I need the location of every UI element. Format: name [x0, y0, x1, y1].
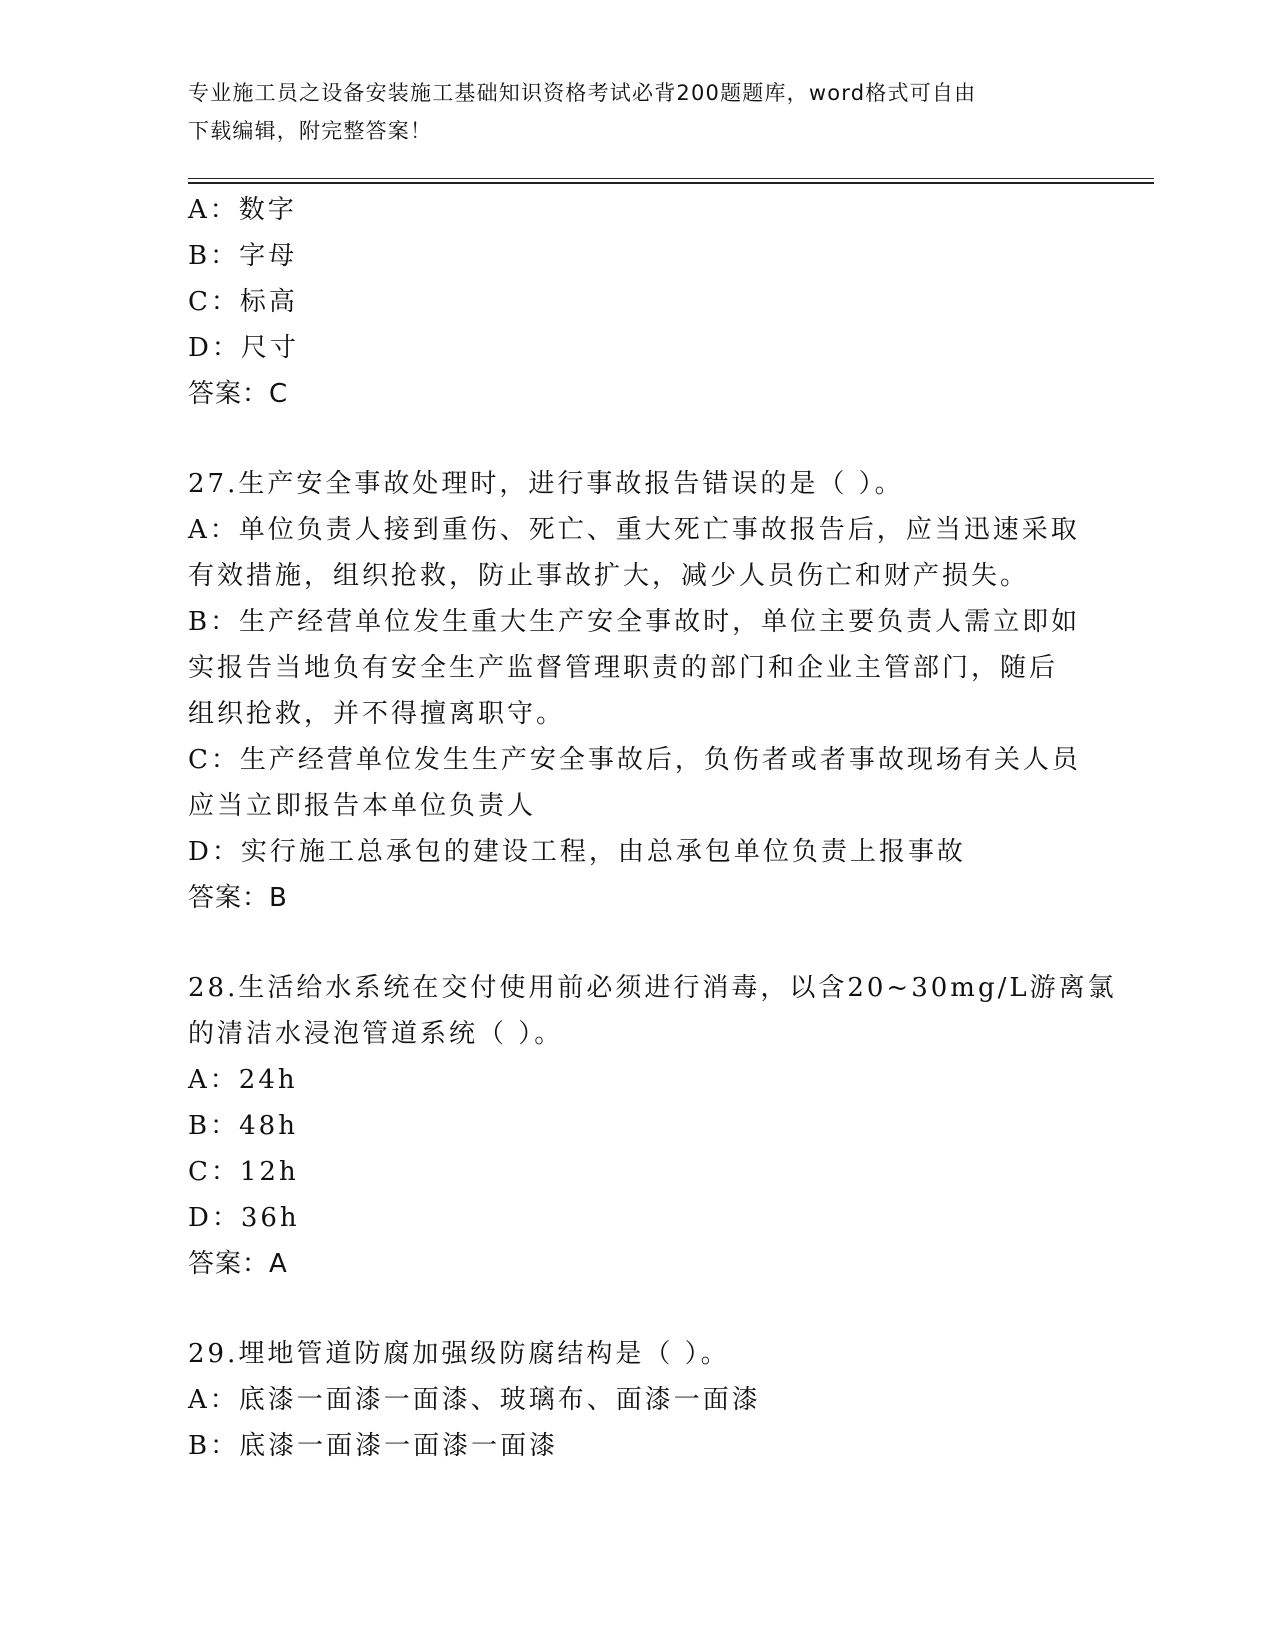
document-header	[188, 74, 1108, 150]
option-d: D：尺寸	[188, 333, 299, 363]
option-a-line-1: A：单位负责人接到重伤、死亡、重大死亡事故报告后，应当迅速采取	[188, 515, 1080, 545]
question-26-continuation	[188, 187, 1088, 417]
question-content	[188, 187, 1117, 1469]
option-b-line-3: 组织抢救，并不得擅离职守。	[188, 699, 566, 729]
spacer	[188, 1287, 1088, 1331]
spacer	[188, 921, 1088, 965]
option-c: C：标高	[188, 287, 298, 317]
question-stem-line-2: 的清洁水浸泡管道系统（ ）。	[188, 1019, 564, 1049]
answer-line: 答案：B	[188, 883, 288, 913]
option-a-line-2: 有效措施，组织抢救，防止事故扩大，减少人员伤亡和财产损失。	[188, 561, 1030, 591]
option-b-line-1: B：生产经营单位发生重大生产安全事故时，单位主要负责人需立即如	[188, 607, 1081, 637]
answer-line: 答案：A	[188, 1249, 288, 1279]
question-28	[188, 965, 1117, 1287]
question-stem-line-1: 28.生活给水系统在交付使用前必须进行消毒，以含20~30mg/L游离氯	[188, 973, 1117, 1003]
question-27	[188, 461, 1088, 921]
option-a: A：24h	[188, 1065, 298, 1095]
question-stem: 27.生产安全事故处理时，进行事故报告错误的是（ ）。	[188, 469, 904, 499]
answer-line: 答案：C	[188, 379, 289, 409]
option-a: A：数字	[188, 195, 297, 225]
option-d: D：36h	[188, 1203, 300, 1233]
spacer	[188, 417, 1088, 461]
option-b-line-2: 实报告当地负有安全生产监督管理职责的部门和企业主管部门，随后	[188, 653, 1059, 683]
option-b: B：48h	[188, 1111, 298, 1141]
option-c: C：12h	[188, 1157, 299, 1187]
option-d-line-1: D：实行施工总承包的建设工程，由总承包单位负责上报事故	[188, 837, 966, 867]
option-b: B：字母	[188, 241, 298, 271]
question-stem: 29.埋地管道防腐加强级防腐结构是（ ）。	[188, 1339, 730, 1369]
header-rule-thin	[188, 178, 1154, 179]
header-rule-thick	[188, 182, 1154, 184]
question-29	[188, 1331, 1088, 1469]
option-a: A：底漆一面漆一面漆、玻璃布、面漆一面漆	[188, 1385, 761, 1415]
option-c-line-2: 应当立即报告本单位负责人	[188, 791, 537, 821]
option-c-line-1: C：生产经营单位发生生产安全事故后，负伤者或者事故现场有关人员	[188, 745, 1081, 775]
option-b: B：底漆一面漆一面漆一面漆	[188, 1431, 559, 1461]
header-line-2: 下载编辑，附完整答案！	[188, 119, 433, 143]
header-line-1: 专业施工员之设备安装施工基础知识资格考试必背200题题库，word格式可自由	[188, 81, 977, 105]
